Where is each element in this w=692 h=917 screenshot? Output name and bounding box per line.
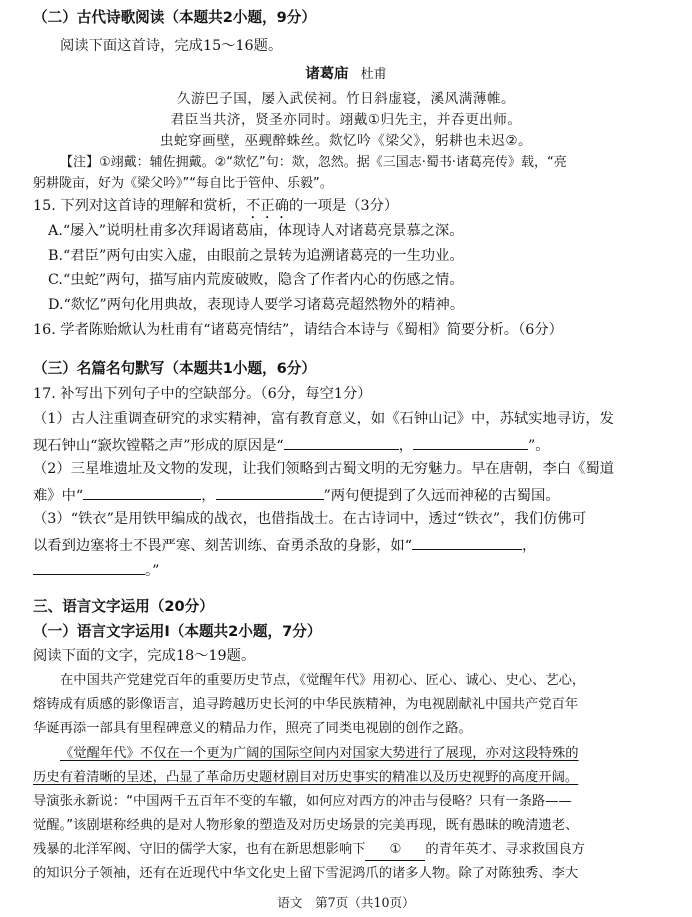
- item-3-text: （3）“铁衣”是用铁甲编成的战衣，也借指战士。在古诗词中，透过“铁衣”，我们仿佛可: [33, 511, 587, 527]
- item-3-prefix: 以看到边塞将士不畏严寒、刻苦训练、奋勇杀敌的身影，如“: [33, 538, 413, 554]
- item-2-text: （2）三星堆遗址及文物的发现，让我们领略到古蜀文明的无穷魅力。早在唐朝，李白《蜀道: [33, 461, 614, 477]
- option-b: B.“君臣”两句由实入虚，由眼前之景转为追溯诸葛亮的一生功业。: [48, 248, 464, 264]
- answer-blank[interactable]: [413, 434, 528, 450]
- option-c: C.“虫蛇”两句，描写庙内荒废破败，隐含了作者内心的伤感之情。: [48, 272, 464, 288]
- answer-blank[interactable]: [284, 434, 399, 450]
- poem-line: 虫蛇穿画壁，巫觋醉蛛丝。欻忆吟《梁父》，躬耕也未迟②。: [159, 133, 533, 149]
- closing-quote: ”。: [527, 438, 550, 454]
- language-section-heading: 三、语言文字运用（20分）: [33, 598, 214, 615]
- answer-blank[interactable]: [83, 484, 201, 500]
- option-d: D.“欻忆”两句化用典故，表现诗人要学习诸葛亮超然物外的精神。: [48, 297, 465, 313]
- passage-line: 在中国共产党建党百年的重要历史节点，《觉醒年代》用初心、匠心、诚心、史心、艺心，: [60, 673, 586, 688]
- poem-line: 久游巴子国，屡入武侯祠。竹日斜虚寝，溪风满薄帷。: [176, 91, 516, 107]
- question-15-text: 的一项是（3分）: [289, 198, 399, 214]
- comma: ，: [522, 538, 537, 554]
- passage-underlined-line: 《觉醒年代》不仅在一个更为广阔的国际空间内对国家大势进行了展现，亦对这段特殊的: [60, 746, 579, 761]
- poem-note: 躬耕陇亩，好为《梁父吟》”“每自比于管仲、乐毅”。: [33, 176, 333, 191]
- item-2-suffix: ”两句便提到了久远而神秘的古蜀国。: [323, 488, 560, 504]
- item-2-prefix: 难》中“: [33, 488, 84, 504]
- question-15-emphasis: 不正确: [246, 198, 290, 214]
- comma: ，: [201, 488, 216, 504]
- answer-blank[interactable]: [33, 559, 145, 575]
- item-1-text: （1）古人注重调查研究的求实精神，富有教育意义，如《石钟山记》中，苏轼实地寻访，发: [33, 411, 614, 427]
- passage-blank-line: [33, 840, 585, 861]
- passage-line: 华诞再添一部具有里程碑意义的精品力作，照亮了同类电视剧的创作之路。: [33, 721, 472, 736]
- item-3-answer-line: [33, 534, 536, 556]
- passage-line: 的知识分子领袖，还有在近现代中华文化史上留下雪泥鸿爪的诸多人物。除了对陈独秀、李大: [33, 866, 579, 881]
- passage-line: 觉醒。”该剧堪称经典的是对人物形象的塑造及对历史场景的完美再现，既有愚昧的晚清遗老、: [33, 818, 579, 833]
- poem-title: 诸葛庙: [305, 66, 349, 82]
- question-16: 16. 学者陈贻焮认为杜甫有“诸葛亮情结”，请结合本诗与《蜀相》简要分析。（6分）: [33, 322, 563, 338]
- poem-line: 君臣当共济，贤圣亦同时。翊戴①归先主，并吞更出师。: [170, 112, 522, 128]
- question-15-text: 15. 下列对这首诗的理解和赏析，: [33, 198, 247, 214]
- poetry-section-heading: （二）古代诗歌阅读（本题共2小题，9分）: [33, 9, 316, 26]
- passage-text: 残暴的北洋军阀、守旧的儒学大家，也有在新思想影响下: [33, 842, 366, 857]
- passage-line: 导演张永新说：“中国两千五百年不变的车辙，如何应对西方的冲击与侵略？只有一条路——: [33, 794, 572, 809]
- item-3-answer-line-2: [33, 559, 159, 581]
- dictation-section-heading: （三）名篇名句默写（本题共1小题，6分）: [33, 360, 316, 377]
- poem-heading: [0, 64, 692, 85]
- item-1-prefix: 现石钟山“窾坎镗鞳之声”形成的原因是“: [33, 438, 284, 454]
- question-17: 17. 补写出下列句子中的空缺部分。（6分，每空1分）: [33, 386, 372, 402]
- passage-text: 的青年英才、寻求救国良方: [425, 842, 585, 857]
- poetry-instruction: 阅读下面这首诗，完成15～16题。: [60, 38, 283, 54]
- poem-author: 杜甫: [360, 67, 387, 82]
- language-sub-heading: （一）语言文字运用Ⅰ（本题共2小题，7分）: [33, 623, 322, 640]
- poem-note: 【注】①翊戴：辅佐拥戴。②“欻忆”句：欻，忽然。据《三国志·蜀书·诸葛亮传》载，“亮: [60, 155, 567, 170]
- blank-1[interactable]: ①: [365, 840, 425, 861]
- item-1-answer-line: [33, 434, 550, 456]
- item-2-answer-line: [33, 484, 560, 506]
- page-footer: 语文 第7页（共10页）: [277, 895, 415, 910]
- answer-blank[interactable]: [412, 534, 522, 550]
- comma: ，: [398, 438, 413, 454]
- passage-line: 熔铸成有质感的影像语言，追寻跨越历史长河的中华民族精神，为电视剧献礼中国共产党百年: [33, 697, 579, 712]
- question-15: [33, 196, 398, 222]
- passage-underlined-line: 历史有着清晰的呈述，凸显了革命历史题材剧目对历史事实的精准以及历史视野的高度开阔。: [33, 770, 579, 785]
- option-a: A.“屡入”说明杜甫多次拜谒诸葛庙，体现诗人对诸葛亮景慕之深。: [48, 223, 464, 239]
- item-3-suffix: 。”: [145, 563, 160, 579]
- answer-blank[interactable]: [216, 484, 324, 500]
- language-instruction: 阅读下面的文字，完成18～19题。: [33, 648, 256, 664]
